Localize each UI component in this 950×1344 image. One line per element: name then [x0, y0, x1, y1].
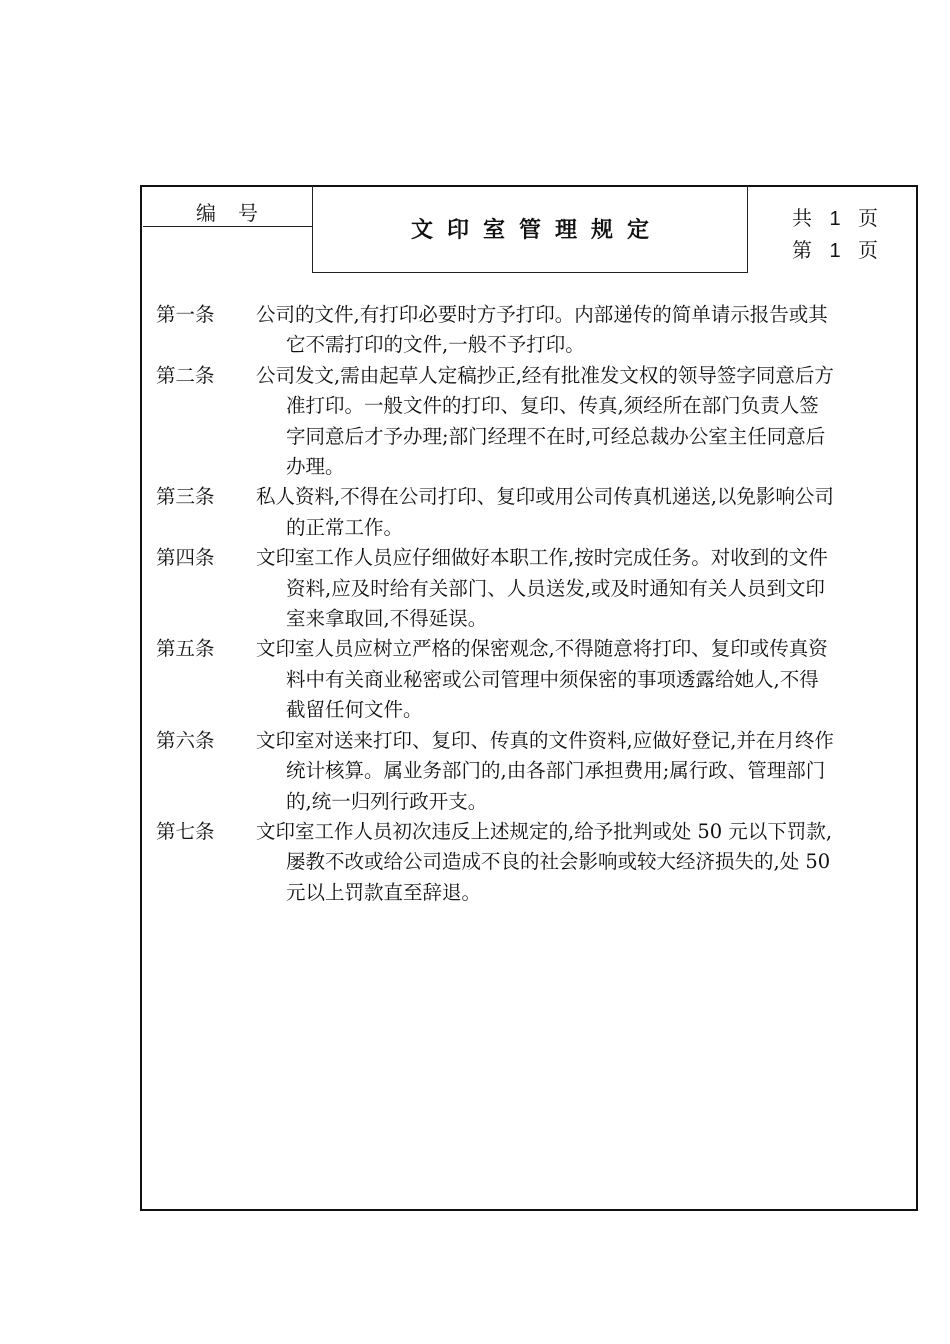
article-list	[156, 300, 900, 908]
article-label: 第七条	[156, 819, 215, 843]
article-7	[156, 817, 900, 908]
article-label: 第三条	[156, 485, 215, 509]
article-text: 文印室人员应树立严格的保密观念,不得随意将打印、复印或传真资 料中有关商业秘密或公司管理中须保密的事项透露给她人,不得 截留任何文件。	[256, 637, 828, 722]
article-label: 第二条	[156, 363, 215, 387]
article-2	[156, 361, 900, 483]
article-6	[156, 726, 900, 817]
article-label: 第六条	[156, 728, 215, 752]
document-title: 文印室管理规定	[410, 218, 663, 243]
article-label: 第一条	[156, 303, 215, 326]
article-text: 文印室工作人员初次违反上述规定的,给予批判或处 50 元以下罚款, 屡教不改或给公司造成不良的社会影响或较大经济损失的,处 50 元以上罚款直至辞退。	[256, 819, 833, 904]
total-pages	[792, 202, 878, 231]
article-text: 文印室工作人员应仔细做好本职工作,按时完成任务。对收到的文件 资料,应及时给有关部门、人员送发,或及时通知有关人员到文印 室来拿取回,不得延误。	[256, 546, 828, 631]
current-page-prefix: 第	[792, 238, 812, 262]
article-label: 第五条	[156, 637, 215, 661]
serial-number-label: 编号	[196, 201, 280, 225]
article-text: 文印室对送来打印、复印、传真的文件资料,应做好登记,并在月终作 统计核算。属业务部门的,由各部门承担费用;属行政、管理部门 的,统一归列行政开支。	[256, 728, 834, 813]
total-pages-suffix: 页	[858, 206, 878, 230]
current-page-suffix: 页	[858, 238, 878, 262]
article-text: 公司发文,需由起草人定稿抄正,经有批准发文权的领导签字同意后方 准打印。一般文件的打印、复印、传真,须经所在部门负责人签 字同意后才予办理;部门经理不在时,可经总裁办公室主任同意后 办理。	[256, 363, 834, 479]
serial-number-line	[143, 226, 313, 227]
total-pages-number: 1	[829, 208, 841, 230]
article-5	[156, 634, 900, 725]
article-4	[156, 543, 900, 634]
article-1	[156, 300, 900, 361]
current-page	[792, 234, 878, 263]
article-text: 私人资料,不得在公司打印、复印或用公司传真机递送,以免影响公司 的正常工作。	[256, 485, 834, 539]
total-pages-prefix: 共	[792, 206, 812, 230]
article-3	[156, 482, 900, 543]
article-label: 第四条	[156, 546, 215, 570]
current-page-number: 1	[829, 240, 841, 262]
article-text: 公司的文件,有打印必要时方予打印。内部递传的简单请示报告或其 它不需打印的文件,一般不予打印。	[256, 303, 828, 357]
